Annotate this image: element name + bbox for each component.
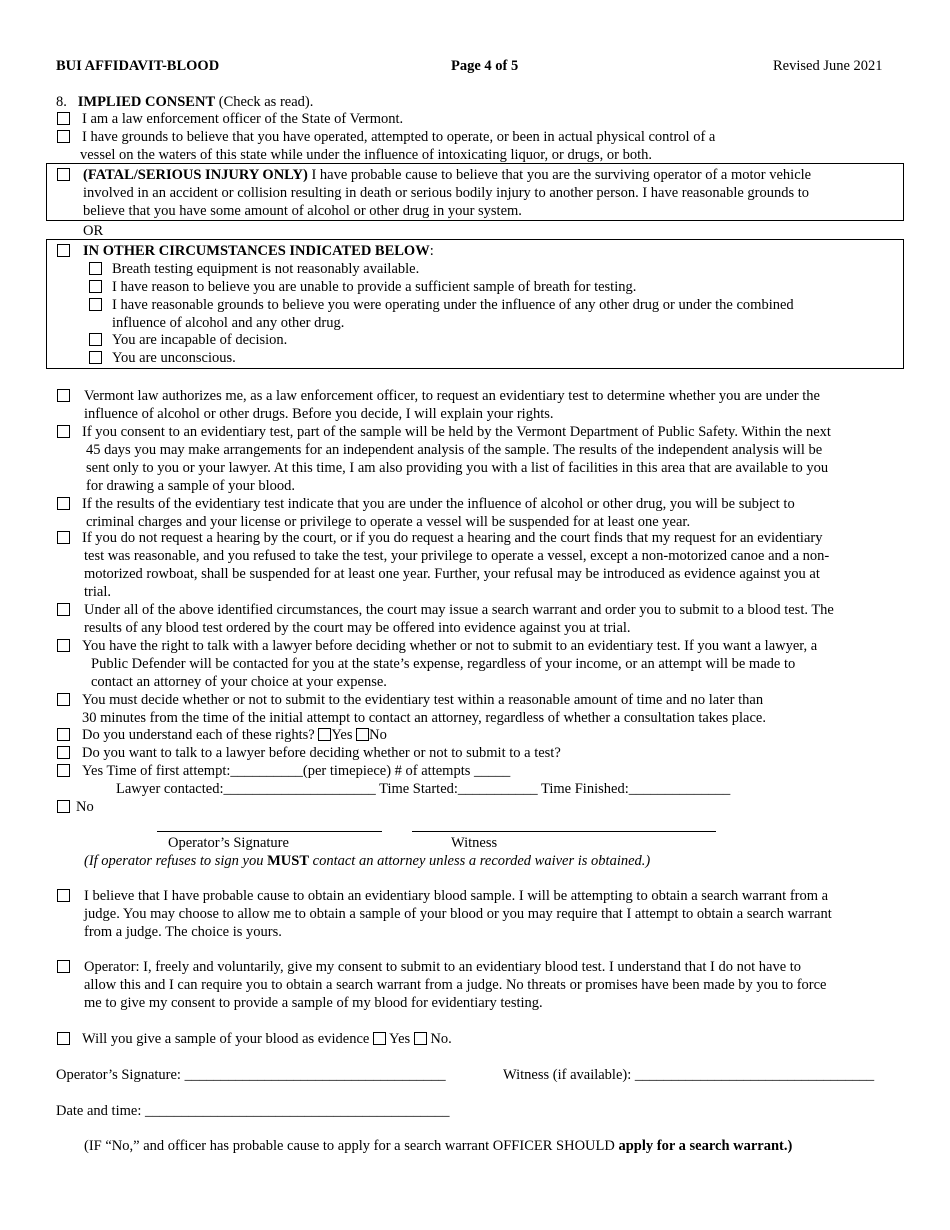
operator-signature-label: Operator’s Signature xyxy=(168,835,289,851)
decision-time-line2: 30 minutes from the time of the initial attempt to contact an attorney, regardless of whether a consultation takes place. xyxy=(82,710,766,726)
lawyer-no-label: No xyxy=(76,799,94,815)
blood-sample-checkbox[interactable] xyxy=(57,1032,70,1045)
criminal-charges-checkbox[interactable] xyxy=(57,497,70,510)
insufficient-sample-text: I have reason to believe you are unable to provide a sufficient sample of breath for testing. xyxy=(112,279,637,295)
want-lawyer-checkbox[interactable] xyxy=(57,746,70,759)
criminal-charges-line2: criminal charges and your license or privilege to operate a vessel will be suspended for at least one year. xyxy=(86,514,691,530)
hearing-line1: If you do not request a hearing by the court, or if you do request a hearing and the court finds that my request for an evidentiary xyxy=(82,530,823,546)
operator-signature-line[interactable] xyxy=(157,831,382,832)
blood-yes-checkbox[interactable] xyxy=(373,1032,386,1045)
lawyer-right-line2: Public Defender will be contacted for you at the state’s expense, regardless of your income, or an attempt will be made to xyxy=(91,656,796,672)
refusal-note xyxy=(84,852,650,870)
page-number: Page 4 of 5 xyxy=(451,58,519,74)
officer-statement: I am a law enforcement officer of the State of Vermont. xyxy=(82,111,404,127)
understand-no-checkbox[interactable] xyxy=(356,728,369,741)
other-circumstances-heading xyxy=(83,242,434,260)
understand-yes-label: Yes xyxy=(331,727,353,743)
insufficient-sample-checkbox[interactable] xyxy=(89,280,102,293)
hearing-line4: trial. xyxy=(84,584,111,600)
incapable-text: You are incapable of decision. xyxy=(112,332,288,348)
independent-analysis-line2: 45 days you may make arrangements for an independent analysis of the sample. The results of the independent analysis will be xyxy=(86,442,823,458)
breath-equipment-checkbox[interactable] xyxy=(89,262,102,275)
other-drug-text-line2: influence of alcohol and any other drug. xyxy=(112,315,345,331)
decision-time-checkbox[interactable] xyxy=(57,693,70,706)
fatal-injury-line2: involved in an accident or collision resulting in death or serious bodily injury to another person. I have reasonable grounds to xyxy=(83,185,810,201)
blood-no-checkbox[interactable] xyxy=(414,1032,427,1045)
criminal-charges-line1: If the results of the evidentiary test indicate that you are under the influence of alcohol or other drug, you will be subject to xyxy=(82,496,795,512)
other-circumstances-checkbox[interactable] xyxy=(57,244,70,257)
witness-label: Witness xyxy=(451,835,498,851)
authorization-line1: Vermont law authorizes me, as a law enforcement officer, to request an evidentiary test to determine whether you are under the xyxy=(84,388,820,404)
lawyer-yes-checkbox[interactable] xyxy=(57,764,70,777)
witness-signature-line[interactable] xyxy=(412,831,716,832)
blood-yes-label: Yes xyxy=(389,1031,411,1047)
breath-equipment-text: Breath testing equipment is not reasonably available. xyxy=(112,261,420,277)
search-warrant-line2: results of any blood test ordered by the court may be offered into evidence against you at trial. xyxy=(84,620,631,636)
revision-date: Revised June 2021 xyxy=(773,58,883,74)
or-separator: OR xyxy=(83,223,104,239)
lawyer-right-checkbox[interactable] xyxy=(57,639,70,652)
blood-no-label: No. xyxy=(430,1031,452,1047)
refusal-note-a: (If operator refuses to sign you xyxy=(84,853,268,869)
understand-rights-text: Do you understand each of these rights? xyxy=(82,727,315,743)
want-lawyer-question: Do you want to talk to a lawyer before deciding whether or not to submit to a test? xyxy=(82,745,561,761)
incapable-checkbox[interactable] xyxy=(89,333,102,346)
officer-instruction-text: (IF “No,” and officer has probable cause to apply for a search warrant OFFICER SHOULD xyxy=(84,1138,619,1154)
understand-yes-checkbox[interactable] xyxy=(318,728,331,741)
fatal-injury-text: I have probable cause to believe that you are the surviving operator of a motor vehicle xyxy=(307,167,812,183)
probable-cause-line2: judge. You may choose to allow me to obtain a sample of your blood or you may require that I attempt to obtain a search warrant xyxy=(84,906,832,922)
grounds-checkbox[interactable] xyxy=(57,130,70,143)
independent-analysis-line4: for drawing a sample of your blood. xyxy=(86,478,295,494)
lawyer-contacted-line: Lawyer contacted:_____________________ Time Started:___________ Time Finished:______________ xyxy=(116,781,731,797)
officer-instruction-bold: apply for a search warrant.) xyxy=(618,1138,793,1154)
independent-analysis-line3: sent only to you or your lawyer. At this time, I am also providing you with a list of facilities in this area that are available to you xyxy=(86,460,829,476)
other-circumstances-label: IN OTHER CIRCUMSTANCES INDICATED BELOW xyxy=(83,243,430,259)
other-circumstances-colon: : xyxy=(429,243,434,259)
refusal-note-must: MUST xyxy=(267,853,310,869)
officer-instruction xyxy=(84,1137,792,1155)
other-drug-text-line1: I have reasonable grounds to believe you were operating under the influence of any other drug or under the combined xyxy=(112,297,794,313)
understand-rights-question xyxy=(82,726,387,744)
operator-consent-line1: Operator: I, freely and voluntarily, give my consent to submit to an evidentiary blood test. I understand that I do not have to xyxy=(84,959,802,975)
fatal-injury-label: (FATAL/SERIOUS INJURY ONLY) xyxy=(83,167,308,183)
unconscious-text: You are unconscious. xyxy=(112,350,236,366)
fatal-injury-line3: believe that you have some amount of alcohol or other drug in your system. xyxy=(83,203,522,219)
lawyer-no-checkbox[interactable] xyxy=(57,800,70,813)
officer-checkbox[interactable] xyxy=(57,112,70,125)
operator-signature-field[interactable]: Operator’s Signature: ____________________________________ xyxy=(56,1067,446,1083)
independent-analysis-checkbox[interactable] xyxy=(57,425,70,438)
operator-consent-line2: allow this and I can require you to obtain a search warrant from a judge. No threats or promises have been made by you to force xyxy=(84,977,827,993)
date-time-field[interactable]: Date and time: __________________________________________ xyxy=(56,1103,450,1119)
hearing-checkbox[interactable] xyxy=(57,531,70,544)
authorization-line2: influence of alcohol or other drugs. Before you decide, I will explain your rights. xyxy=(84,406,554,422)
probable-cause-line3: from a judge. The choice is yours. xyxy=(84,924,282,940)
lawyer-yes-line: Yes Time of first attempt:__________(per timepiece) # of attempts _____ xyxy=(82,763,511,779)
other-drug-checkbox[interactable] xyxy=(89,298,102,311)
probable-cause-line1: I believe that I have probable cause to obtain an evidentiary blood sample. I will be attempting to obtain a search warrant from a xyxy=(84,888,829,904)
unconscious-checkbox[interactable] xyxy=(89,351,102,364)
section-title: IMPLIED CONSENT xyxy=(77,94,216,110)
blood-sample-text: Will you give a sample of your blood as evidence xyxy=(82,1031,370,1047)
section-number: 8. xyxy=(56,94,67,110)
understand-rights-checkbox[interactable] xyxy=(57,728,70,741)
probable-cause-checkbox[interactable] xyxy=(57,889,70,902)
operator-consent-checkbox[interactable] xyxy=(57,960,70,973)
hearing-line2: test was reasonable, and you refused to take the test, your privilege to operate a vessel, except a non-motorized canoe and a non- xyxy=(84,548,830,564)
hearing-line3: motorized rowboat, shall be suspended for at least one year. Further, your refusal may be introduced as evidence against you at xyxy=(84,566,820,582)
search-warrant-line1: Under all of the above identified circumstances, the court may issue a search warrant and order you to submit to a blood test. The xyxy=(84,602,834,618)
grounds-statement-line2: vessel on the waters of this state while under the influence of intoxicating liquor, or drugs, or both. xyxy=(80,147,653,163)
fatal-injury-line1 xyxy=(83,166,811,184)
operator-consent-line3: me to give my consent to provide a sample of my blood for evidentiary testing. xyxy=(84,995,543,1011)
section-heading xyxy=(56,93,313,111)
understand-no-label: No xyxy=(369,727,387,743)
grounds-statement-line1: I have grounds to believe that you have operated, attempted to operate, or been in actual physical control of a xyxy=(82,129,716,145)
independent-analysis-line1: If you consent to an evidentiary test, part of the sample will be held by the Vermont Department of Public Safety. Within the next xyxy=(82,424,831,440)
blood-sample-question xyxy=(82,1030,452,1048)
fatal-injury-checkbox[interactable] xyxy=(57,168,70,181)
decision-time-line1: You must decide whether or not to submit to the evidentiary test within a reasonable amount of time and no later than xyxy=(82,692,764,708)
authorization-checkbox[interactable] xyxy=(57,389,70,402)
lawyer-right-line1: You have the right to talk with a lawyer before deciding whether or not to submit to an evidentiary test. If you want a lawyer, a xyxy=(82,638,818,654)
search-warrant-checkbox[interactable] xyxy=(57,603,70,616)
form-title: BUI AFFIDAVIT-BLOOD xyxy=(56,58,220,74)
lawyer-right-line3: contact an attorney of your choice at your expense. xyxy=(91,674,387,690)
refusal-note-b: contact an attorney unless a recorded waiver is obtained.) xyxy=(309,853,651,869)
witness-signature-field[interactable]: Witness (if available): _________________________________ xyxy=(503,1067,875,1083)
section-title-note: (Check as read). xyxy=(215,94,314,110)
